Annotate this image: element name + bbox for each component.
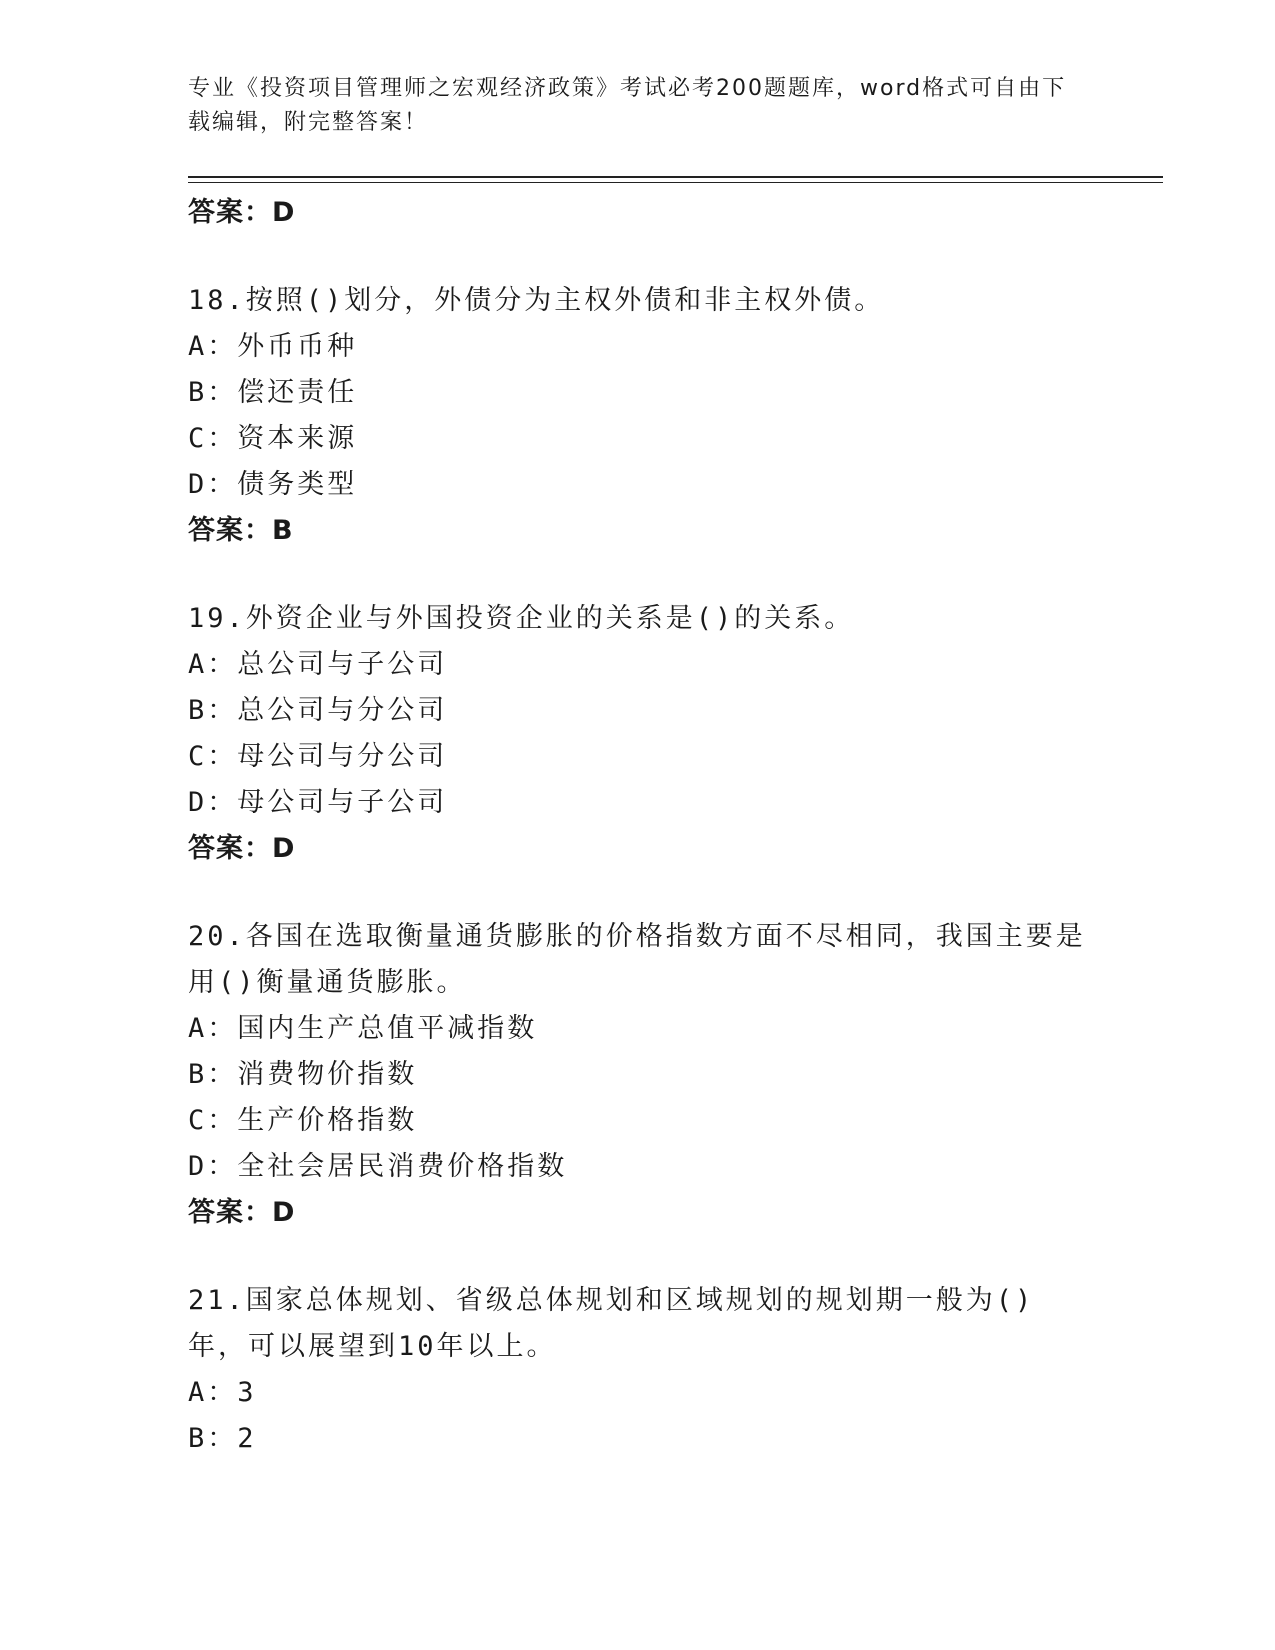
question-block-21 [188, 1278, 1088, 1462]
question-text: 18.按照()划分，外债分为主权外债和非主权外债。 [188, 285, 885, 316]
option-a: A：总公司与子公司 [188, 649, 448, 680]
document-intro: 专业《投资项目管理师之宏观经济政策》考试必考200题题库，word格式可自由下载编辑，附完整答案！ [188, 76, 1067, 135]
option-c: C：母公司与分公司 [188, 741, 448, 772]
header-divider-thick [188, 176, 1163, 178]
option-d: D：全社会居民消费价格指数 [188, 1151, 568, 1182]
option-a: A：外币币种 [188, 331, 358, 362]
answer-line: 答案：D [188, 1197, 296, 1228]
header-divider-thin [188, 182, 1163, 183]
question-block-19 [188, 596, 1088, 872]
option-d: D：债务类型 [188, 469, 358, 500]
question-text: 19.外资企业与外国投资企业的关系是()的关系。 [188, 603, 855, 634]
option-a: A：国内生产总值平减指数 [188, 1013, 538, 1044]
answer-line: 答案：B [188, 515, 294, 546]
option-c: C：资本来源 [188, 423, 358, 454]
option-b: B：偿还责任 [188, 377, 358, 408]
question-text: 20.各国在选取衡量通货膨胀的价格指数方面不尽相同，我国主要是用()衡量通货膨胀。 [188, 921, 1086, 998]
answer-line: 答案：D [188, 197, 296, 228]
question-block-20 [188, 914, 1088, 1236]
option-a: A：3 [188, 1377, 257, 1408]
option-d: D：母公司与子公司 [188, 787, 448, 818]
answer-line: 答案：D [188, 833, 296, 864]
option-c: C：生产价格指数 [188, 1105, 418, 1136]
option-b: B：消费物价指数 [188, 1059, 418, 1090]
option-b: B：2 [188, 1423, 257, 1454]
question-block-18 [188, 278, 1088, 554]
question-list [188, 190, 1088, 1462]
option-b: B：总公司与分公司 [188, 695, 448, 726]
question-text: 21.国家总体规划、省级总体规划和区域规划的规划期一般为()年，可以展望到10年以上。 [188, 1285, 1035, 1362]
